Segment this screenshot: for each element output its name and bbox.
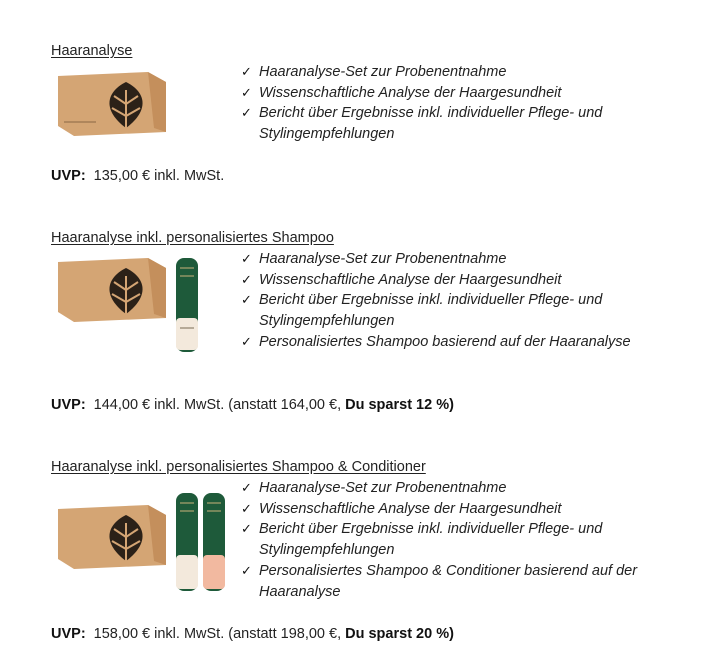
feature-list [241, 249, 659, 353]
product-title-link[interactable]: Haaranalyse inkl. personalisiertes Shampoo [51, 230, 334, 246]
feature-item: ✓ Haaranalyse-Set zur Probenentnahme [241, 62, 659, 83]
product-title-link[interactable]: Haaranalyse [51, 43, 133, 59]
analysis-kit-with-shampoo-image [56, 256, 206, 354]
product-image [56, 493, 228, 593]
feature-item: ✓ Wissenschaftliche Analyse der Haargesundheit [241, 83, 659, 104]
check-icon: ✓ [241, 333, 252, 349]
check-icon: ✓ [241, 84, 252, 100]
feature-list [241, 478, 659, 602]
feature-item: ✓ Bericht über Ergebnisse inkl. individueller Pflege- und Stylingempfehlungen [241, 292, 603, 330]
feature-item: ✓ Bericht über Ergebnisse inkl. individueller Pflege- und Stylingempfehlungen [241, 105, 603, 143]
feature-item: ✓ Wissenschaftliche Analyse der Haargesundheit [241, 499, 659, 520]
price-text: 144,00 € inkl. MwSt. (anstatt 164,00 €, [93, 397, 346, 413]
check-icon: ✓ [241, 521, 252, 537]
uvp-label: UVP: [51, 626, 86, 642]
product-image [56, 70, 168, 138]
check-icon: ✓ [241, 105, 252, 121]
price-line [51, 397, 454, 413]
analysis-kit-with-shampoo-conditioner-image [56, 493, 228, 593]
feature-item: ✓ Bericht über Ergebnisse inkl. individueller Pflege- und Stylingempfehlungen [241, 521, 603, 559]
price-line [51, 626, 454, 642]
check-icon: ✓ [241, 292, 252, 308]
feature-item: ✓ Haaranalyse-Set zur Probenentnahme [241, 249, 659, 270]
check-icon: ✓ [241, 480, 252, 495]
uvp-label: UVP: [51, 168, 86, 184]
feature-item: ✓ Wissenschaftliche Analyse der Haargesundheit [241, 270, 659, 291]
feature-item: ✓ Personalisiertes Shampoo & Conditioner basierend auf der Haaranalyse [241, 562, 638, 600]
price-line [51, 168, 224, 184]
check-icon: ✓ [241, 251, 252, 266]
uvp-label: UVP: [51, 397, 86, 413]
savings-text: Du sparst 20 %) [345, 626, 454, 642]
feature-item: ✓ Haaranalyse-Set zur Probenentnahme [241, 478, 659, 499]
check-icon: ✓ [241, 64, 252, 79]
savings-text: Du sparst 12 %) [345, 397, 454, 413]
product-title-link[interactable]: Haaranalyse inkl. personalisiertes Shampoo & Conditioner [51, 459, 426, 475]
feature-item: ✓ Personalisiertes Shampoo basierend auf der Haaranalyse [241, 332, 659, 353]
analysis-kit-box-image [56, 70, 168, 138]
price-text: 135,00 € inkl. MwSt. [93, 168, 225, 184]
check-icon: ✓ [241, 271, 252, 287]
check-icon: ✓ [241, 500, 252, 516]
feature-list [241, 62, 659, 145]
product-image [56, 256, 206, 354]
price-text: 158,00 € inkl. MwSt. (anstatt 198,00 €, [93, 626, 346, 642]
check-icon: ✓ [241, 562, 252, 578]
